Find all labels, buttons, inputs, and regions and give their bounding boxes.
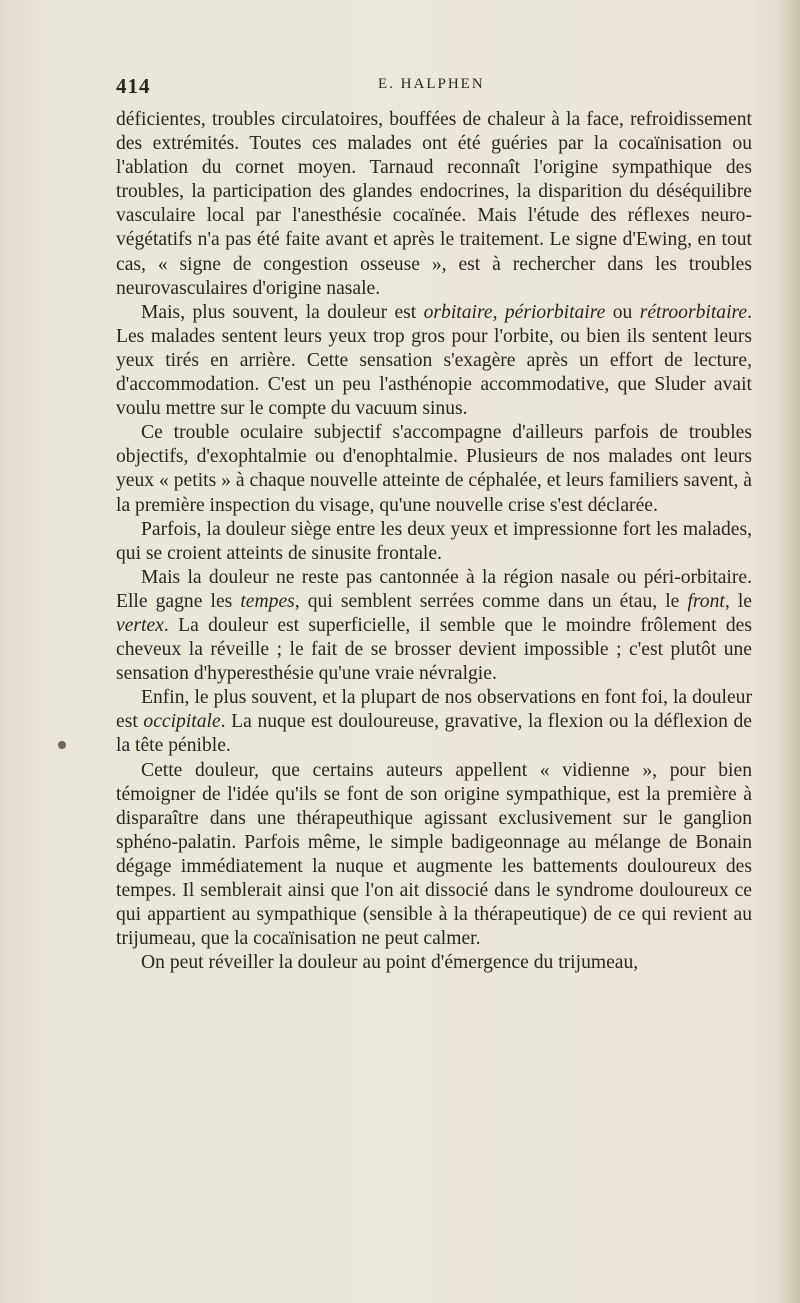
text-run: , le: [724, 590, 752, 612]
text-run: , qui semblent serrées comme dans un étau, le: [294, 590, 688, 612]
italic-term: front: [687, 590, 725, 612]
text-run: Mais, plus souvent, la douleur est: [141, 301, 424, 323]
text-run: On peut réveiller la douleur au point d'émergence du trijumeau,: [141, 952, 639, 974]
italic-term: tempes: [240, 590, 295, 612]
margin-mark: [58, 741, 66, 749]
paragraph: [116, 421, 752, 517]
text-run: ,: [492, 301, 505, 323]
text-run: Mais la douleur ne reste pas cantonnée à la région nasale ou péri-orbitaire. Elle gagne les: [116, 566, 752, 612]
text-run: ou: [605, 301, 640, 323]
text-run: Parfois, la douleur siège entre les deux yeux et impressionne fort les malades, qui se croient atteints de sinusite frontale.: [116, 518, 752, 564]
italic-term: vertex: [116, 614, 164, 636]
italic-term: orbitaire: [423, 301, 493, 323]
italic-term: rétroorbitaire: [639, 301, 748, 323]
italic-term: périorbitaire: [504, 301, 606, 323]
page-number: 414: [116, 74, 151, 98]
paragraph: [116, 301, 752, 421]
page-edge-shadow: [778, 0, 800, 1303]
text-run: . La nuque est douloureuse, gravative, la flexion ou la déflexion de la tête pénible.: [116, 711, 752, 757]
paragraph: [116, 686, 752, 758]
paragraph: [116, 108, 752, 301]
body-text: [116, 108, 752, 975]
page-header: [116, 68, 748, 104]
text-run: déficientes, troubles circulatoires, bouffées de chaleur à la face, refroidissement des extrémités. Toutes ces malades ont été guéries par la cocaïnisation ou l'ablation du cornet moyen. Tarnaud reconnaît l'origine sympathique des troubles, la participation des glandes endocrines, la disparition du déséquilibre vasculaire local par l'anesthésie cocaïnée. Mais l'étude des réflexes neuro-végétatifs n'a pas été faite avant et après le traitement. Le signe d'Ewing, en tout cas, « signe de congestion osseuse », est à rechercher dans les troubles neurovasculaires d'origine nasale.: [116, 109, 752, 299]
italic-term: occipitale: [143, 711, 221, 733]
paragraph: [116, 566, 752, 686]
text-run: . La douleur est superficielle, il semble que le moindre frôlement des cheveux la réveille ; le fait de se brosser devient impossible ; c'est plutôt une sensation d'hyperesthésie qu'une vraie névralgie.: [116, 614, 752, 685]
text-run: Ce trouble oculaire subjectif s'accompagne d'ailleurs parfois de troubles objectifs, d'exophtalmie ou d'enophtalmie. Plusieurs de nos malades ont leurs yeux « petits » à chaque nouvelle atteinte de céphalée, et leurs familiers savent, à la première inspection du visage, qu'une nouvelle crise s'est déclarée.: [116, 422, 752, 516]
text-run: Enfin, le plus souvent, et la plupart de nos observations en font foi, la douleur est: [116, 687, 752, 733]
text-run: . Les malades sentent leurs yeux trop gros pour l'orbite, ou bien ils sentent leurs yeux tirés en arrière. Cette sensation s'exagère après un effort de lecture, d'accommodation. C'est un peu l'asthénopie accommodative, que Sluder avait voulu mettre sur le compte du vacuum sinus.: [116, 301, 753, 420]
text-run: Cette douleur, que certains auteurs appellent « vidienne », pour bien témoigner de l'idée qu'ils se font de son origine sympathique, est la première à disparaître dans une thérapeuthique agissant exclusivement sur le ganglion sphéno-palatin. Parfois même, le simple badigeonnage au mélange de Bonain dégage immédiatement la nuque et augmente les battements douloureux des tempes. Il semblerait ainsi que l'on ait dissocié dans le syndrome douloureux ce qui appartient au sympathique (sensible à la thérapeutique) de ce qui revient au trijumeau, que la cocaïnisation ne peut calmer.: [116, 759, 752, 950]
paragraph: [116, 759, 752, 952]
paragraph: [116, 951, 752, 975]
running-head: E. HALPHEN: [378, 76, 485, 92]
paragraph: [116, 518, 752, 566]
